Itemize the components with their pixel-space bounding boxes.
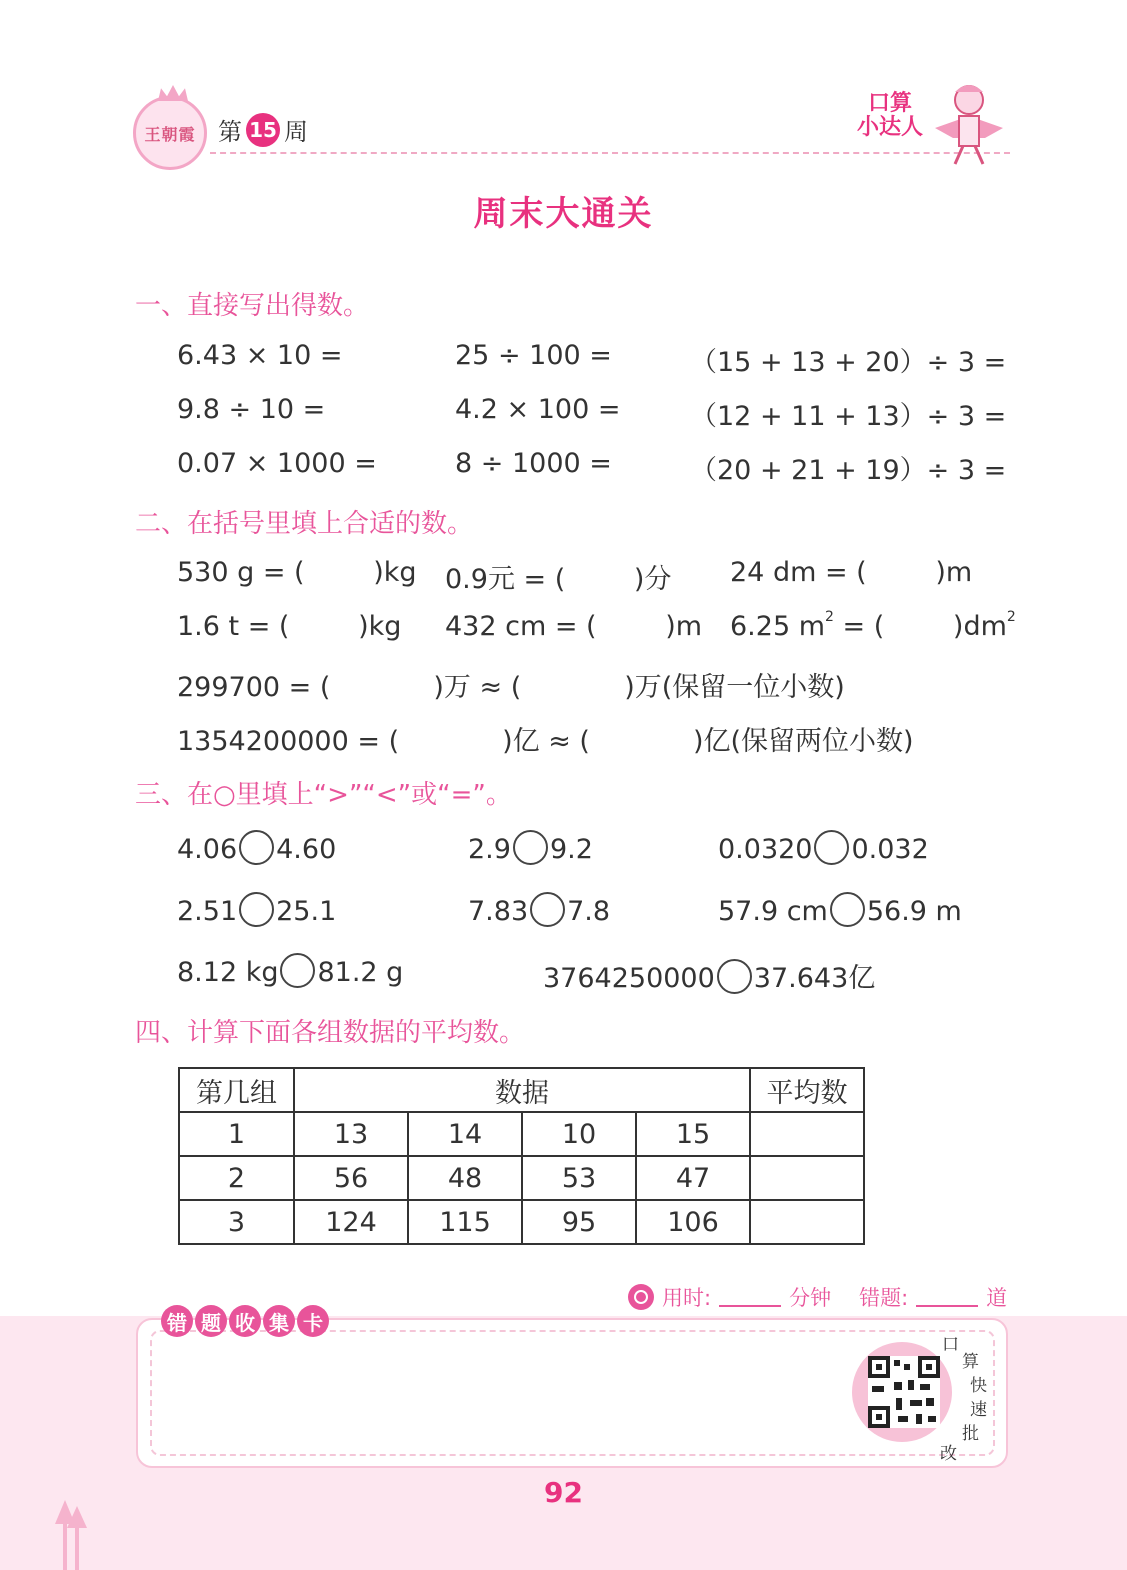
errors-blank[interactable] xyxy=(916,1287,978,1307)
s2-r1-c2: 0.9元 = ( )分 xyxy=(445,564,672,595)
compare-right: 81.2 g xyxy=(317,957,404,988)
qr-side-char: 算 xyxy=(962,1352,979,1372)
compare-item xyxy=(177,895,336,930)
time-label: 用时: xyxy=(662,1286,712,1310)
compare-item xyxy=(468,833,593,868)
compare-item xyxy=(718,833,929,868)
s2-r1-c3: 24 dm = ( )m xyxy=(730,557,973,588)
value-cell: 124 xyxy=(294,1200,408,1244)
compare-left: 7.83 xyxy=(468,896,529,927)
average-answer-cell[interactable] xyxy=(750,1156,864,1200)
s2-r3: 299700 = ( )万 ≈ ( )万(保留一位小数) xyxy=(177,672,845,703)
compare-right: 25.1 xyxy=(276,896,337,927)
compare-item xyxy=(718,895,962,930)
group-cell: 3 xyxy=(179,1200,294,1244)
section1-title: 一、直接写出得数。 xyxy=(135,291,370,321)
qr-side-char: 改 xyxy=(940,1444,957,1464)
table-row xyxy=(179,1112,864,1156)
time-blank[interactable] xyxy=(719,1287,781,1307)
sup-2b: 2 xyxy=(1006,609,1016,625)
week-suffix: 周 xyxy=(284,118,308,146)
compare-left: 0.0320 xyxy=(718,834,813,865)
week-number-badge: 15 xyxy=(246,113,280,147)
compare-left: 2.51 xyxy=(177,896,238,927)
s1-r2-c3: （12 + 11 + 13）÷ 3 = xyxy=(690,401,1007,432)
s1-r2-c2: 4.2 × 100 = xyxy=(455,394,621,425)
page-number: 92 xyxy=(544,1476,583,1509)
compare-item xyxy=(543,956,875,997)
value-cell: 15 xyxy=(636,1112,750,1156)
card-label xyxy=(161,1305,329,1337)
compare-right: 56.9 m xyxy=(866,896,962,927)
header-data: 数据 xyxy=(294,1068,750,1112)
group-cell: 2 xyxy=(179,1156,294,1200)
logo-text: 王朝霞 xyxy=(144,124,196,144)
errors-label: 错题: xyxy=(859,1286,909,1310)
card-label-char: 收 xyxy=(229,1305,261,1337)
errors-unit: 道 xyxy=(986,1286,1008,1310)
time-error-record xyxy=(628,1282,1007,1312)
value-cell: 14 xyxy=(408,1112,522,1156)
value-cell: 56 xyxy=(294,1156,408,1200)
s1-r3-c3: （20 + 21 + 19）÷ 3 = xyxy=(690,455,1007,486)
sup-2: 2 xyxy=(825,609,834,625)
compare-circle[interactable] xyxy=(530,892,565,927)
brand-line1: 口算 xyxy=(867,91,912,116)
s1-r1-c1: 6.43 × 10 = xyxy=(177,340,343,371)
compare-item xyxy=(177,956,403,991)
compare-right: 9.2 xyxy=(549,834,593,865)
compare-right: 7.8 xyxy=(567,896,611,927)
s1-r2-c1: 9.8 ÷ 10 = xyxy=(177,394,326,425)
compare-right: 0.032 xyxy=(851,834,929,865)
value-cell: 106 xyxy=(636,1200,750,1244)
table-header-row xyxy=(179,1068,864,1112)
card-label-char: 集 xyxy=(263,1305,295,1337)
value-cell: 48 xyxy=(408,1156,522,1200)
compare-left: 4.06 xyxy=(177,834,238,865)
compare-left: 3764250000 xyxy=(543,963,715,994)
publisher-logo xyxy=(133,96,207,170)
section2-title: 二、在括号里填上合适的数。 xyxy=(135,509,474,539)
compare-circle[interactable] xyxy=(513,830,548,865)
qr-side-char: 速 xyxy=(970,1400,987,1420)
compare-item xyxy=(468,895,610,930)
value-cell: 10 xyxy=(522,1112,636,1156)
qr-side-char: 批 xyxy=(962,1424,979,1444)
value-cell: 115 xyxy=(408,1200,522,1244)
mascot-illustration xyxy=(925,78,1011,168)
time-unit: 分钟 xyxy=(789,1286,832,1310)
header-group: 第几组 xyxy=(179,1068,294,1112)
compare-circle[interactable] xyxy=(239,892,274,927)
value-cell: 95 xyxy=(522,1200,636,1244)
value-cell: 13 xyxy=(294,1112,408,1156)
card-label-char: 错 xyxy=(161,1305,193,1337)
card-label-char: 卡 xyxy=(297,1305,329,1337)
crown-icon xyxy=(158,85,188,101)
average-table xyxy=(178,1067,865,1245)
card-label-char: 题 xyxy=(195,1305,227,1337)
compare-left: 8.12 kg xyxy=(177,957,279,988)
section3-title: 三、在○里填上“>”“<”或“=”。 xyxy=(135,780,512,810)
average-answer-cell[interactable] xyxy=(750,1112,864,1156)
header-divider xyxy=(210,152,1010,154)
group-cell: 1 xyxy=(179,1112,294,1156)
qr-side-char: 口 xyxy=(942,1335,959,1355)
table-row xyxy=(179,1156,864,1200)
week-prefix: 第 xyxy=(218,118,242,146)
compare-left: 57.9 cm xyxy=(718,896,828,927)
compare-right: 4.60 xyxy=(276,834,337,865)
s2-r2-c3 xyxy=(730,611,1016,642)
area-dm-label: = ( )dm xyxy=(833,611,1007,642)
qr-code-icon[interactable] xyxy=(868,1356,940,1428)
compare-circle[interactable] xyxy=(814,830,849,865)
value-cell: 53 xyxy=(522,1156,636,1200)
compare-item xyxy=(177,833,336,868)
s1-r1-c3: （15 + 13 + 20）÷ 3 = xyxy=(690,347,1007,378)
value-cell: 47 xyxy=(636,1156,750,1200)
s2-r4: 1354200000 = ( )亿 ≈ ( )亿(保留两位小数) xyxy=(177,726,914,757)
s2-r2-c2: 432 cm = ( )m xyxy=(445,611,703,642)
s1-r3-c1: 0.07 × 1000 = xyxy=(177,448,377,479)
compare-circle[interactable] xyxy=(239,830,274,865)
compare-circle[interactable] xyxy=(280,953,315,988)
compare-left: 2.9 xyxy=(468,834,511,865)
table-row xyxy=(179,1200,864,1244)
s2-r2-c1: 1.6 t = ( )kg xyxy=(177,611,402,642)
average-answer-cell[interactable] xyxy=(750,1200,864,1244)
brand-line2: 小达人 xyxy=(856,115,923,140)
week-title xyxy=(218,112,308,147)
page-heading: 周末大通关 xyxy=(473,194,654,234)
area-m-label: 6.25 m xyxy=(730,611,826,642)
brand-title xyxy=(850,92,930,140)
compare-circle[interactable] xyxy=(717,959,752,994)
s1-r1-c2: 25 ÷ 100 = xyxy=(455,340,612,371)
compare-circle[interactable] xyxy=(830,892,865,927)
section4-title: 四、计算下面各组数据的平均数。 xyxy=(135,1018,526,1048)
arrow-up-icon xyxy=(55,1500,91,1570)
compare-right: 37.643亿 xyxy=(753,963,876,994)
stopwatch-icon xyxy=(628,1284,654,1310)
qr-side-char: 快 xyxy=(970,1376,987,1396)
header-average: 平均数 xyxy=(750,1068,864,1112)
s2-r1-c1: 530 g = ( )kg xyxy=(177,557,417,588)
s1-r3-c2: 8 ÷ 1000 = xyxy=(455,448,612,479)
